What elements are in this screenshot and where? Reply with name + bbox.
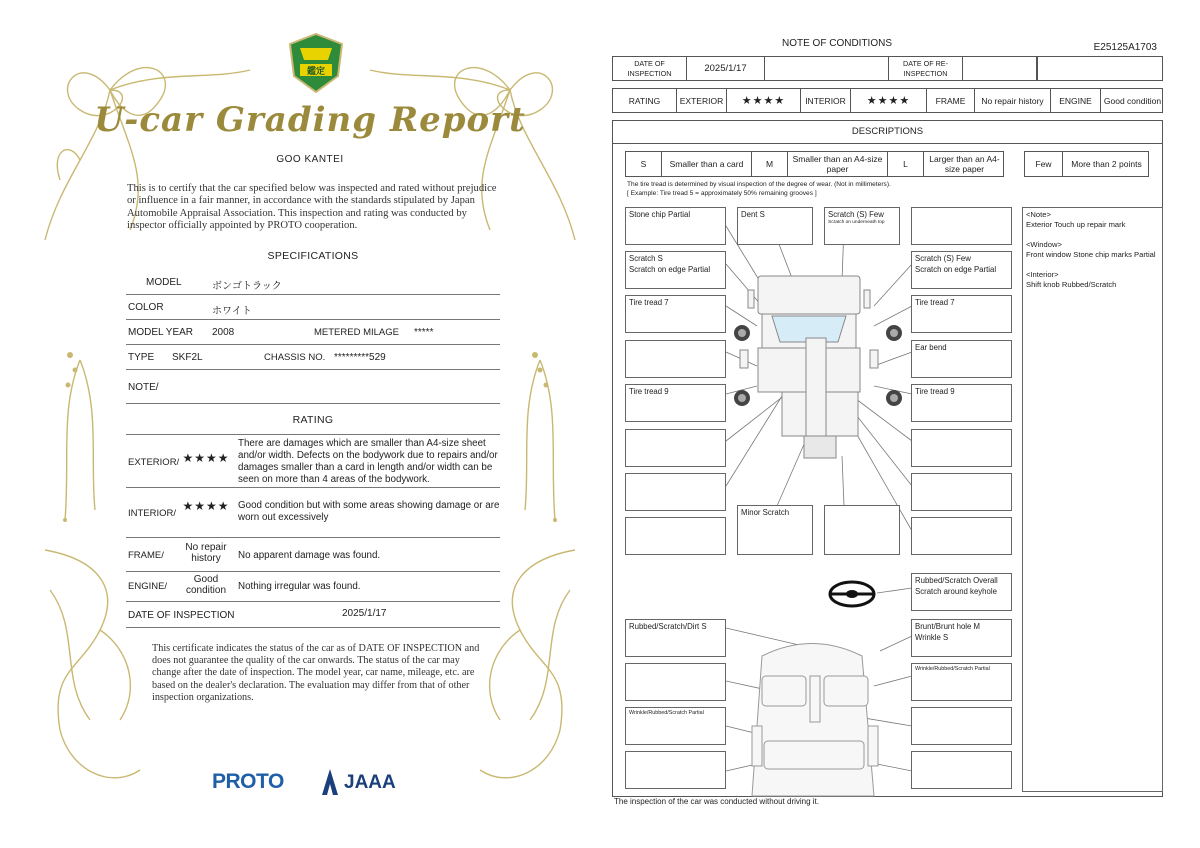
box-interior-right-1 bbox=[911, 619, 1012, 657]
model-year-value: 2008 bbox=[212, 327, 235, 338]
date-blank-2 bbox=[1037, 57, 1164, 80]
size-m-desc: Smaller than an A4-size paper bbox=[788, 152, 888, 176]
box-interior-left-2 bbox=[625, 663, 726, 701]
steering-line-2: Scratch around keyhole bbox=[915, 587, 997, 596]
box-interior-left-4 bbox=[625, 751, 726, 789]
rating-row-interior bbox=[126, 488, 500, 538]
goo-kantei-badge-icon bbox=[288, 32, 344, 94]
jaaa-logo: JAAA bbox=[344, 772, 396, 793]
box-ear-bend: Ear bend bbox=[911, 340, 1012, 378]
window-body: Front window Stone chip marks Partial bbox=[1026, 250, 1156, 259]
mileage-label: METERED MILAGE bbox=[314, 327, 399, 338]
box-steering bbox=[911, 573, 1012, 611]
interior-body: Shift knob Rubbed/Scratch bbox=[1026, 280, 1117, 289]
tread-note bbox=[627, 180, 891, 198]
footer-note: The inspection of the car was conducted without driving it. bbox=[614, 797, 819, 806]
rating-row bbox=[612, 88, 1163, 113]
interior-heading: <Interior> bbox=[1026, 270, 1059, 279]
badge-text: 鑑定 bbox=[306, 66, 325, 76]
few-desc: More than 2 points bbox=[1071, 159, 1142, 169]
spec-row-type bbox=[126, 345, 500, 370]
steering-line-1: Rubbed/Scratch Overall bbox=[915, 576, 998, 585]
frame-label: FRAME/ bbox=[128, 550, 164, 561]
interior-right-line-2: Wrinkle S bbox=[915, 633, 949, 642]
box-scratch-right bbox=[911, 251, 1012, 289]
engine-description: Nothing irregular was found. bbox=[238, 581, 361, 592]
report-title: U-car Grading Report bbox=[94, 100, 526, 140]
box-blank-bottom-mid bbox=[824, 505, 900, 555]
disclaimer: This certificate indicates the status of the car as of DATE OF INSPECTION and does not guarantee the quality of the car onwards. The status of the car may change after the date of inspection. The model year, car name, mileage, etc. are based on the dealer's declaration. The evaluation may differ from that of other inspection organizations. bbox=[152, 643, 480, 703]
interior-description: Good condition but with some areas showing damage or are worn out excessively bbox=[238, 500, 500, 523]
report-code: E25125A1703 bbox=[1093, 42, 1157, 53]
scratch-few-sub: Scratch on underneath top bbox=[828, 220, 885, 225]
frame-label: FRAME bbox=[927, 89, 975, 112]
box-scratch-left bbox=[625, 251, 726, 289]
type-value: SKF2L bbox=[172, 352, 203, 363]
few-label: Few bbox=[1025, 152, 1063, 176]
scratch-left-line-2: Scratch on edge Partial bbox=[629, 265, 711, 274]
model-label: MODEL bbox=[146, 277, 182, 288]
rating-row-date bbox=[126, 602, 500, 628]
box-stone-chip: Stone chip Partial bbox=[625, 207, 726, 245]
note-label: NOTE/ bbox=[128, 382, 159, 393]
tread-note-2: [ Example: Tire tread 5 = approximately 50% remaining grooves ] bbox=[627, 190, 817, 197]
spec-row-note bbox=[126, 372, 500, 404]
date-blank-1 bbox=[765, 57, 889, 80]
type-label: TYPE bbox=[128, 352, 155, 363]
model-value: ボンゴトラック bbox=[212, 281, 282, 292]
spec-row-year bbox=[126, 320, 500, 345]
conditions-page bbox=[612, 36, 1163, 811]
box-interior-left-3: Wrinkle/Rubbed/Scratch Partial bbox=[625, 707, 726, 745]
rating-row-engine bbox=[126, 572, 500, 602]
box-interior-right-3 bbox=[911, 707, 1012, 745]
footer-logos bbox=[212, 768, 432, 798]
spec-row-model bbox=[126, 270, 500, 295]
frame-value: No repair history bbox=[185, 542, 227, 564]
engine-label: ENGINE/ bbox=[128, 581, 168, 592]
interior-label: INTERIOR/ bbox=[128, 508, 177, 519]
frame-description: No apparent damage was found. bbox=[238, 550, 381, 561]
chassis-label: CHASSIS NO. bbox=[264, 352, 326, 363]
exterior-label: EXTERIOR/ bbox=[128, 457, 180, 468]
date-label: DATE OF INSPECTION bbox=[128, 610, 235, 621]
chassis-value: *********529 bbox=[334, 352, 386, 363]
reinspection-value bbox=[963, 57, 1037, 80]
box-blank-right-6 bbox=[911, 429, 1012, 467]
interior-right-line-1: Brunt/Brunt hole M bbox=[915, 622, 981, 631]
box-blank-left-7 bbox=[625, 473, 726, 511]
descriptions-heading: DESCRIPTIONS bbox=[612, 120, 1163, 144]
scratch-right-line-2: Scratch on edge Partial bbox=[915, 265, 997, 274]
date-of-inspection-value: 2025/1/17 bbox=[687, 57, 765, 80]
exterior-label: EXTERIOR bbox=[677, 89, 727, 112]
box-tire-right-front: Tire tread 7 bbox=[911, 295, 1012, 333]
note-heading: <Note> bbox=[1026, 210, 1051, 219]
model-year-label: MODEL YEAR bbox=[128, 327, 194, 338]
box-blank-left-4 bbox=[625, 340, 726, 378]
spec-row-color bbox=[126, 295, 500, 320]
box-minor-scratch: Minor Scratch bbox=[737, 505, 813, 555]
box-tire-left-front: Tire tread 7 bbox=[625, 295, 726, 333]
size-legend bbox=[625, 151, 1004, 177]
jaaa-emblem-icon bbox=[320, 768, 340, 796]
exterior-stars: ★★★★ bbox=[727, 89, 801, 112]
date-value: 2025/1/17 bbox=[342, 608, 387, 619]
rating-heading: RATING bbox=[292, 414, 334, 426]
box-interior-left-1: Rubbed/Scratch/Dirt S bbox=[625, 619, 726, 657]
box-interior-right-2: Wrinkle/Rubbed/Scratch Partial bbox=[911, 663, 1012, 701]
scratch-few-label: Scratch (S) Few bbox=[828, 210, 884, 219]
size-s-desc: Smaller than a card bbox=[662, 152, 752, 176]
size-m: M bbox=[752, 152, 788, 176]
color-value: ホワイト bbox=[212, 306, 252, 317]
box-blank-right-7 bbox=[911, 473, 1012, 511]
interior-label: INTERIOR bbox=[801, 89, 851, 112]
proto-logo: PROTO bbox=[212, 770, 284, 793]
notes-panel bbox=[1022, 207, 1163, 792]
color-label: COLOR bbox=[128, 302, 164, 313]
interior-stars: ★★★★ bbox=[851, 89, 927, 112]
engine-value: Good condition bbox=[1103, 95, 1162, 106]
exterior-description: There are damages which are smaller than A4-size sheet and/or width. Defects on the bodywork due to repairs and/or damages smaller than a card in length and/or width can be seen on more than 4 areas of the bodywork. bbox=[238, 438, 498, 485]
size-s: S bbox=[626, 152, 662, 176]
size-l: L bbox=[888, 152, 924, 176]
box-blank-top-right bbox=[911, 207, 1012, 245]
tread-note-1: The tire tread is determined by visual inspection of the degree of wear. (Not in millimeters). bbox=[627, 181, 891, 188]
specifications-heading: SPECIFICATIONS bbox=[267, 250, 359, 262]
window-heading: <Window> bbox=[1026, 240, 1062, 249]
box-interior-right-4 bbox=[911, 751, 1012, 789]
reinspection-label: DATE OF RE-INSPECTION bbox=[889, 57, 963, 80]
interior-stars: ★★★★ bbox=[182, 499, 230, 513]
rating-row-frame bbox=[126, 538, 500, 572]
box-tire-left-rear: Tire tread 9 bbox=[625, 384, 726, 422]
scratch-left-line-1: Scratch S bbox=[629, 254, 663, 263]
note-body: Exterior Touch up repair mark bbox=[1026, 220, 1126, 229]
box-dent: Dent S bbox=[737, 207, 813, 245]
few-legend bbox=[1024, 151, 1149, 177]
box-blank-left-8 bbox=[625, 517, 726, 555]
date-row bbox=[612, 56, 1163, 81]
box-tire-right-rear: Tire tread 9 bbox=[911, 384, 1012, 422]
report-subtitle: GOO KANTEI bbox=[276, 154, 344, 165]
date-of-inspection-label: DATE OF INSPECTION bbox=[613, 57, 687, 80]
box-blank-left-6 bbox=[625, 429, 726, 467]
scratch-right-line-1: Scratch (S) Few bbox=[915, 254, 971, 263]
mileage-value: ***** bbox=[414, 327, 434, 338]
rating-label: RATING bbox=[613, 89, 677, 112]
box-blank-right-8 bbox=[911, 517, 1012, 555]
certificate-page bbox=[40, 30, 580, 810]
conditions-title: NOTE OF CONDITIONS bbox=[782, 38, 892, 49]
exterior-stars: ★★★★ bbox=[182, 451, 230, 465]
certification-statement: This is to certify that the car specified below was inspected and rated without prejudice or influence in a fair manner, in accordance with the standards stipulated by Japan Automobile Appraisal Association. This inspection and rating was conducted by inspector officially appointed by PROTO cooperation. bbox=[127, 183, 497, 232]
size-l-desc: Larger than an A4-size paper bbox=[929, 154, 1000, 174]
frame-value: No repair history bbox=[975, 89, 1051, 112]
box-scratch-few bbox=[824, 207, 900, 245]
engine-label: ENGINE bbox=[1051, 89, 1101, 112]
rating-row-exterior bbox=[126, 434, 500, 488]
engine-value: Good condition bbox=[185, 574, 227, 596]
